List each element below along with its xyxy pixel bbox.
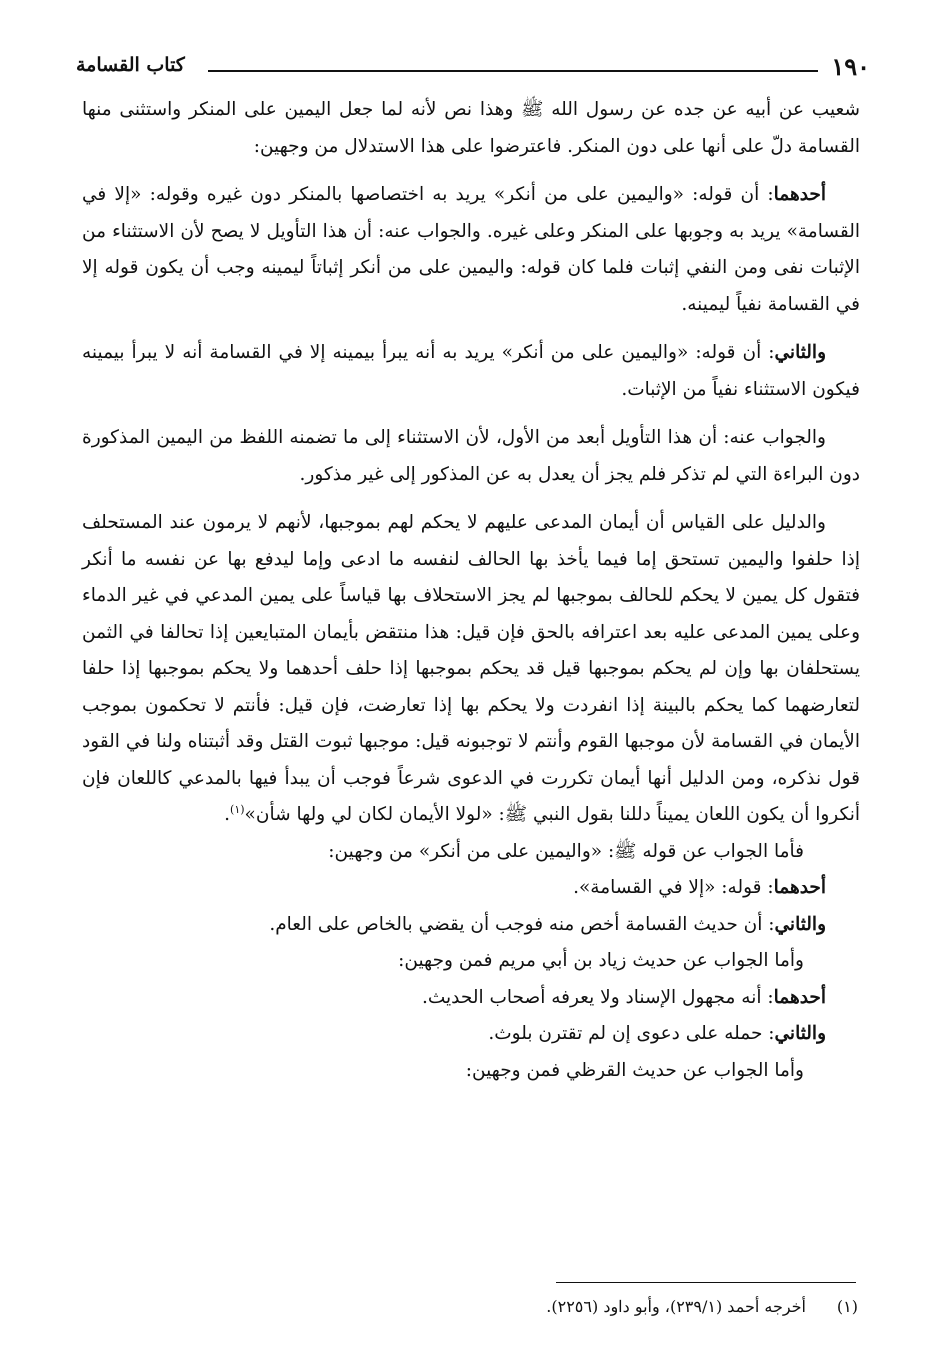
paragraph-text: والجواب عنه: أن هذا التأويل أبعد من الأول، لأن الاستثناء إلى ما تضمنه اللفظ من اليمين المذكورة دون البراءة التي لم تذكر فلم يجز أن يعدل به عن المذكور إلى غير مذكور. — [82, 427, 860, 485]
paragraph-term: والثاني — [774, 1023, 826, 1044]
footnote-rule — [556, 1282, 856, 1283]
paragraph — [82, 177, 860, 323]
paragraph-text: : أن قوله: «واليمين على من أنكر» يريد به اختصاصها بالمنكر دون غيره وقوله: «إلا في القسامة» يريد به وجوبها على المنكر وعلى غيره. والجواب عنه: أن هذا التأويل لا يصح لأن الاستثناء من الإثبات نفى ومن النفي إثبات فلما كان قوله: واليمين على من أنكر إثباتاً ليمينه وجب أن يكون قوله إلا في القسامة نفياً ليمينه. — [82, 184, 860, 315]
paragraph — [82, 92, 860, 165]
paragraph-text: : أنه مجهول الإسناد ولا يعرفه أصحاب الحديث. — [421, 986, 774, 1008]
paragraph-text: : أن حديث القسامة أخص منه فوجب أن يقضي بالخاص على العام. — [269, 913, 775, 935]
paragraph — [82, 943, 860, 980]
footnote-text: أخرجه أحمد (٢٣٩/١)، وأبو داود (٢٢٥٦). — [546, 1297, 806, 1316]
footnote-reference[interactable]: (١) — [230, 802, 245, 816]
paragraph — [82, 907, 860, 944]
paragraph-text-end: . — [224, 804, 231, 825]
paragraph-term: والثاني — [774, 342, 826, 363]
header-rule — [208, 70, 818, 72]
main-text — [82, 92, 860, 1089]
paragraph — [82, 980, 860, 1017]
paragraph — [82, 1053, 860, 1090]
running-title: كتاب القسامة — [76, 54, 185, 76]
paragraph — [82, 870, 860, 907]
paragraph — [82, 505, 860, 834]
page-number: ١٩٠ — [831, 52, 870, 81]
footnote-marker: (١) — [836, 1297, 858, 1316]
paragraph-term: أحدهما — [773, 877, 826, 898]
page-header — [76, 50, 876, 86]
paragraph-text: وأما الجواب عن حديث القرظي فمن وجهين: — [465, 1059, 804, 1081]
paragraph-text: وأما الجواب عن حديث زياد بن أبي مريم فمن وجهين: — [398, 950, 804, 971]
paragraph — [82, 834, 860, 871]
paragraph — [82, 420, 860, 493]
paragraph-term: أحدهما — [773, 986, 826, 1008]
paragraph-term: أحدهما — [773, 184, 826, 205]
paragraph-term: والثاني — [774, 913, 826, 935]
paragraph-text: : حمله على دعوى إن لم تقترن بلوث. — [488, 1023, 775, 1044]
paragraph — [82, 1016, 860, 1053]
paragraph — [82, 335, 860, 408]
paragraph-text: فأما الجواب عن قوله ﷺ: «واليمين على من أنكر» من وجهين: — [328, 840, 804, 862]
paragraph-text: : قوله: «إلا في القسامة». — [573, 877, 774, 898]
paragraph-text: والدليل على القياس أن أيمان المدعى عليهم لا يحكم لهم بموجبها، لأنهم لا يرمون عند المستحلف إذا حلفوا واليمين تستحق إما فيما يأخذ بها الحالف لنفسه ما ادعى وإما ليدفع بها عن نفسه ما أنكر فتقول كل يمين لا يحكم للحالف بموجبها لم يجز الاستحلاف بها قياساً على يمين المدعي في غير الدماء وعلى يمين المدعى عليه بعد اعترافه بالحق فإن قيل: هذا منتقض بأيمان المتبايعين إذا تحالفا في الثمن يستحلفان بها وإن لم يحكم بموجبها قيل قد يحكم بموجبها إذا حلف أحدهما ولا يحكم بموجبها إذا حلفا لتعارضهما كما يحكم بالبينة إذا انفردت ولا يحكم بها إذا تعارضت، فإن قيل: فأنتم لا تحكمون بموجب الأيمان في القسامة لأن موجبها القوم وأنتم لا توجبونه قيل: موجبها ثبوت القتل وقد أثبتناه ولنا في القود قول نذكره، ومن الدليل أنها أيمان تكررت في الدعوى شرعاً فوجب أن يبدأ فيها بالمدعي كاللعان فإن أنكروا أن يكون اللعان يميناً دللنا بقول النبي ﷺ: «لولا الأيمان لكان لي ولها شأن» — [82, 512, 860, 825]
paragraph-text: شعيب عن أبيه عن جده عن رسول الله ﷺ وهذا نص لأنه لما جعل اليمين على المنكر واستثنى منها القسامة دلّ على أنها على دون المنكر. فاعترضوا على هذا الاستدلال من وجهين: — [82, 99, 860, 157]
paragraph-text: : أن قوله: «واليمين على من أنكر» يريد به أنه يبرأ بيمينه إلا في القسامة أنه لا يبرأ بيمينه فيكون الاستثناء نفياً من الإثبات. — [82, 342, 860, 400]
footnote — [60, 1294, 858, 1320]
